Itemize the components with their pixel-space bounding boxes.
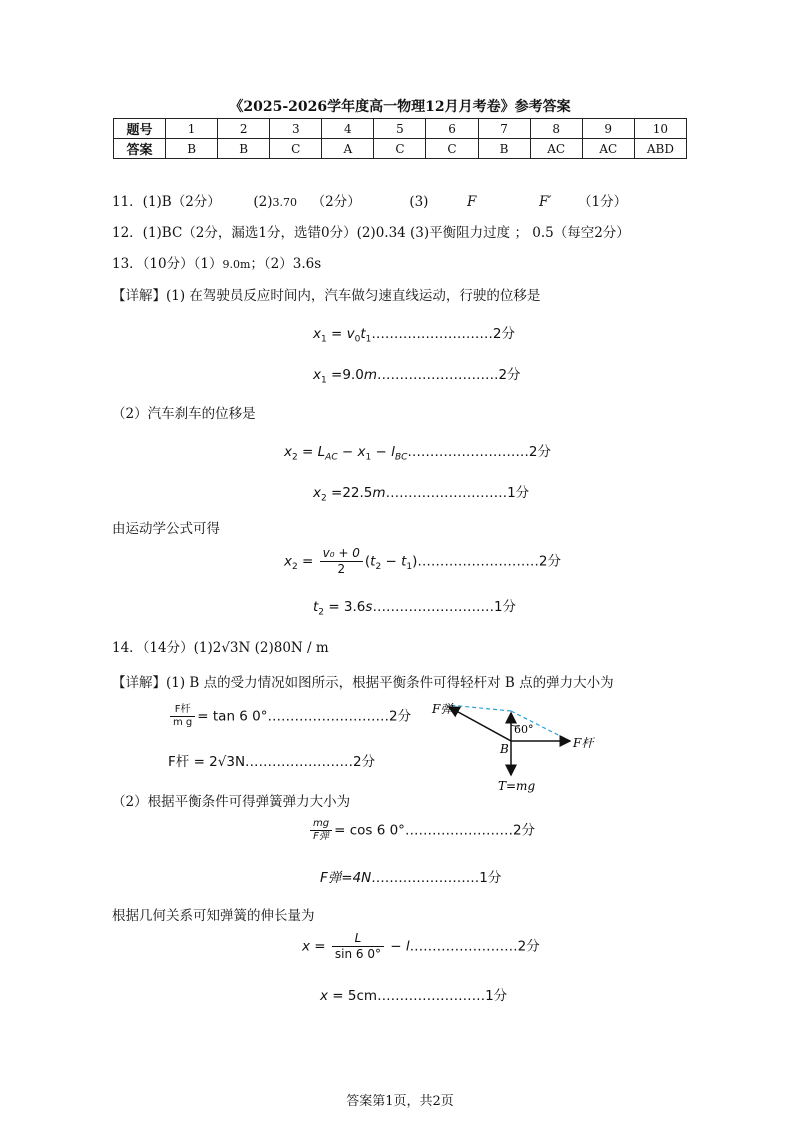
table-row-numbers [114,119,687,139]
table-cell: 4 [322,119,374,139]
q13-eq1: $x_1$ = $v_0t_1\dots\dots\dots\dots\dots\dots\dots\dots\dots 2$分 [313,326,515,345]
spring-force-arrow [449,707,511,741]
table-cell: B [478,139,530,159]
q12-answer: 12．(1)BC（2分，漏选1分，选错0分）(2)0.34 (3)平衡阻力过度 ； 0.5（每空2分） [112,225,630,241]
q14-answer: 14．（14分）(1)2√3N (2)80N / m [112,640,329,656]
q13-eq3: $x_2 = L_{AC} - x_1$ − $l_{BC}\dots\dots\dots\dots\dots\dots\dots\dots\dots 2$分 [284,444,551,463]
q13-part2: （2）汽车刹车的位移是 [112,406,256,422]
q14-eq3: $\frac{mg}{\text{F弹}}$ = cos 6 0°……………………2分 [308,818,535,843]
fraction: $\frac{\text{v₀ + 0}}{2}$ [320,546,363,577]
table-cell: C [270,139,322,159]
q14-eq6: x = 5cm……………………1分 [320,988,508,1004]
q11-answer: 11．(1)B（2分） (2)3.70 （2分） (3) F F′ （1分） [112,194,628,210]
table-cell: 5 [374,119,426,139]
q14-eq4: F弹=4N……………………1分 [320,870,502,886]
q13-eq2: $x_1$ =9.0m………………………2分 [313,367,521,386]
table-cell: 10 [634,119,686,139]
q13-eq4: $x_2$ =22.5m………………………1分 [313,485,530,504]
q14-geometry: 根据几何关系可知弹簧的伸长量为 [112,908,315,924]
force-diagram [420,693,600,793]
table-cell: B [218,139,270,159]
table-cell: 8 [530,119,582,139]
fraction: $\frac{\text{F杆}}{\text{m g}}$ [170,704,195,729]
q14-part2: （2）根据平衡条件可得弹簧弹力大小为 [112,794,351,810]
table-cell: B [166,139,218,159]
q13-eq5: $x_2$ = $\frac{\text{v₀ + 0}}{2}$ ($t_2$ − $t_1)\dots\dots\dots\dots\dots\dots\dots\dots\dots 2$分 [284,546,561,576]
q14-detail: 【详解】(1) B 点的受力情况如图所示，根据平衡条件可得轻杆对 B 点的弹力大小为 [112,675,614,691]
table-cell: 3 [270,119,322,139]
label-f-rod: F杆 [573,736,594,750]
table-cell: AC [582,139,634,159]
label-tension: T=mg [498,779,536,793]
q13-answer: 13．（10分）（1）9.0m；（2）3.6s [112,256,322,272]
table-header-label: 题号 [114,119,166,139]
q13-detail: 【详解】(1) 在驾驶员反应时间内，汽车做匀速直线运动，行驶的位移是 [112,288,541,304]
table-cell: 6 [426,119,478,139]
table-cell: 7 [478,119,530,139]
q14-eq2: F杆 = 2√3N……………………2分 [168,754,376,770]
table-cell: ABD [634,139,686,159]
table-cell: A [322,139,374,159]
table-cell: AC [530,139,582,159]
q13-eq6: $t_2$ = 3.6s………………………1分 [313,599,517,618]
fraction: $\frac{mg}{\text{F弹}}$ [310,818,332,843]
table-row-answers [114,139,687,159]
page-title: 《2025-2026学年度高一物理12月月考卷》参考答案 [229,99,571,115]
label-point-b: B [500,742,509,756]
label-f-spring: F弹 [432,702,453,716]
q13-kinematics: 由运动学公式可得 [112,521,220,537]
dashed-line [449,705,511,711]
table-cell: C [374,139,426,159]
table-cell: 1 [166,119,218,139]
q14-eq1: $\frac{\text{F杆}}{\text{m g}}$ = tan 6 0°………………………2分 [168,704,411,729]
label-angle: 60° [514,723,534,736]
table-cell: 9 [582,119,634,139]
table-answer-label: 答案 [114,139,166,159]
answer-table [113,118,687,159]
table-cell: 2 [218,119,270,139]
fraction: $\frac{L}{\sin 6 0^\circ}$ [332,931,384,962]
q14-eq5: x = $\frac{L}{\sin 6 0^\circ}$ − l……………………2分 [302,931,540,961]
page-footer: 答案第1页，共2页 [346,1094,454,1109]
table-cell: C [426,139,478,159]
